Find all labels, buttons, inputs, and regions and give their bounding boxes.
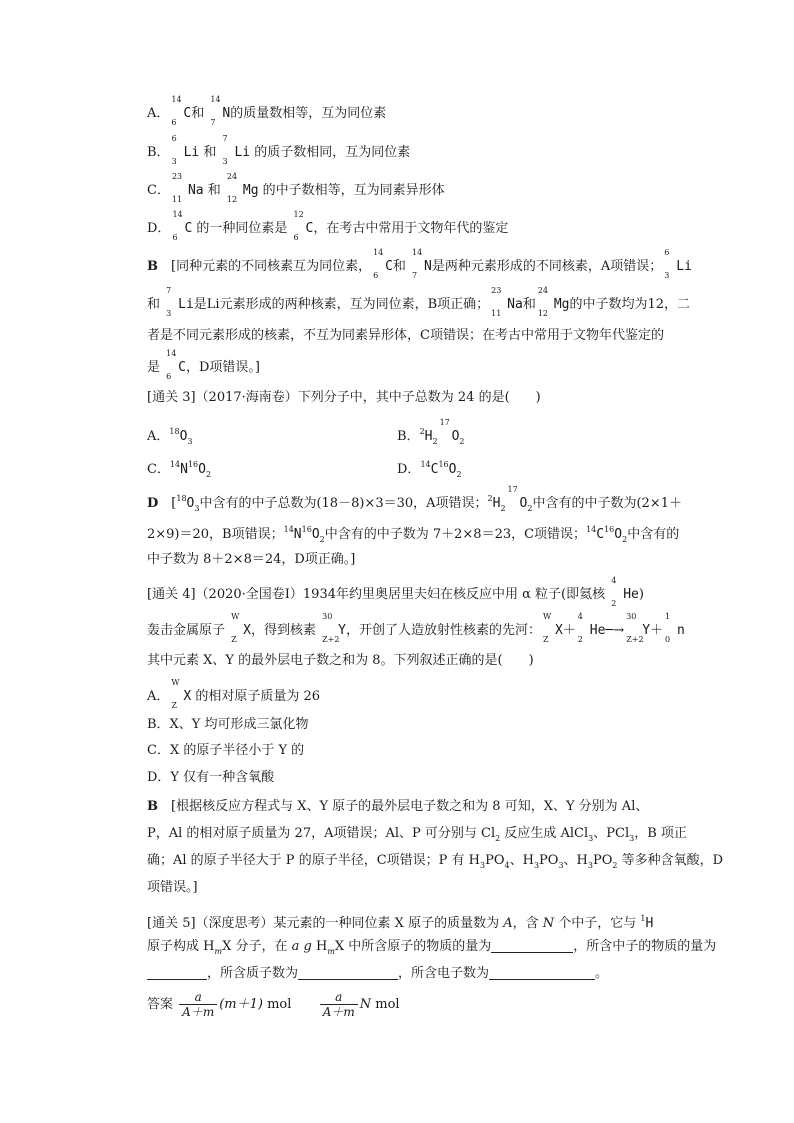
q4-stem-line-2: 轰击金属原子 W Z X，得到核素 30 Z+2 Y，开创了人造放射性核素的先河： W Z X＋ 4 2 He─→ 30 Z+2 Y＋ 1 0 n	[147, 612, 685, 644]
q-prev-option-c: C． 23 11 Na 和 24 12 Mg 的中子数相等，互为同素异形体	[147, 172, 445, 204]
q4-explanation-line-2: P，Al 的相对原子质量为 27，A项错误；Al、P 可分别与 $Cl_2$ 反应生成 AlCl$_3$、PCl$_3$，B 项正	[147, 826, 687, 843]
q3-option-d: D．$^{14}C^{16}O_2$	[397, 460, 462, 479]
q3-option-b: B．$^2H_2$ 17 $O_2$	[397, 418, 465, 446]
q-prev-explanation-line-3: 者是不同元素形成的核素，不互为同素异形体，C项错误；在考古中常用于文物年代鉴定的	[147, 328, 664, 343]
q5-stem-line-2: 原子构成 $H_mX$ 分子，在 a g $H_mX$ 中所含原子的物质的量为 ，所含中子的物质的量为	[147, 939, 717, 956]
blank-2[interactable]	[147, 965, 207, 980]
q5-stem-line-1: [通关 5]（深度思考）某元素的一种同位素 X 原子的质量数为 A，含 N 个中子，它与 $^1$H	[147, 914, 654, 931]
q4-option-d: D．Y 仅有一种含氧酸	[147, 770, 275, 785]
q-prev-option-d: D． 14 6 C 的一种同位素是 12 6 C，在考古中常用于文物年代的鉴定	[147, 210, 509, 242]
q3-explanation-line-1: D [$^{18}O_3$中含有的中子总数为(18－8)×3＝30，A项错误；$^2H_2$ 17 $O_2$中含有的中子数为(2×1＋	[147, 485, 682, 513]
q5-stem-line-3: ，所含质子数为 ，所含电子数为 。	[147, 965, 608, 983]
q4-explanation-line-4: 项错误。]	[147, 880, 198, 895]
blank-1[interactable]	[491, 938, 573, 953]
q3-stem: [通关 3]（2017·海南卷）下列分子中，其中子总数为 24 的是( )	[147, 390, 541, 405]
blank-3[interactable]	[298, 965, 398, 980]
answer-1-fraction: $\frac{a}{A+m}$	[179, 990, 217, 1019]
q4-option-a: A． W Z X 的相对原子质量为 26	[147, 678, 321, 710]
q5-answer: 答案 $\frac{a}{A+m}$ (m＋1) mol $\frac{a}{A+m}$ N mol	[147, 990, 400, 1019]
q-prev-option-a: A． 14 6 C和 14 7 N的质量数相等，互为同位素	[147, 95, 387, 127]
q4-explanation-line-3: 确；Al 的原子半径大于 P 的原子半径，C项错误；P 有 $H_3PO_4$、$H_3PO_3$、$H_3PO_2$ 等多种含氧酸，D	[147, 853, 724, 870]
q4-stem-line-1: [通关 4]（2020·全国卷Ⅰ）1934年约里奥居里夫妇在核反应中用 α 粒子(即氦核 4 2 He)	[147, 576, 644, 608]
q3-option-c: C．$^{14}N^{16}O_2$	[147, 460, 212, 479]
q-prev-explanation-line-4: 是 14 6 C，D项错误。]	[147, 349, 260, 381]
q-prev-explanation-line-1: B [同种元素的不同核素互为同位素， 14 6 C和 14 7 N是两种元素形成的不同核素，A项错误； 6 3 Li	[147, 248, 692, 280]
q4-stem-line-3: 其中元素 X、Y 的最外层电子数之和为 8。下列叙述正确的是( )	[147, 653, 534, 668]
q-prev-explanation-line-2: 和 7 3 Li是Li元素形成的两种核素，互为同位素，B项正确； 23 11 Na和 24 12 Mg的中子数均为12，二	[147, 286, 691, 318]
answer-2-fraction: $\frac{a}{A+m}$	[320, 990, 358, 1019]
blank-4[interactable]	[489, 965, 595, 980]
q3-explanation-line-2: 2×9)＝20，B项错误；$^{14}N^{16}O_2$中含有的中子数为 7＋2×8＝23，C项错误；$^{14}C^{16}O_2$中含有的	[147, 525, 680, 544]
q3-option-a: A．$^{18}O_3$	[147, 427, 193, 446]
q4-explanation-line-1: B [根据核反应方程式与 X、Y 原子的最外层电子数之和为 8 可知，X、Y 分别为 Al、	[147, 799, 649, 814]
q3-explanation-line-3: 中子数为 8＋2×8＝24，D项正确。]	[147, 552, 356, 567]
q-prev-option-b: B． 6 3 Li 和 7 3 Li 的质子数相同，互为同位素	[147, 134, 411, 166]
q4-option-b: B．X、Y 均可形成三氯化物	[147, 717, 309, 732]
q4-option-c: C．X 的原子半径小于 Y 的	[147, 743, 305, 758]
